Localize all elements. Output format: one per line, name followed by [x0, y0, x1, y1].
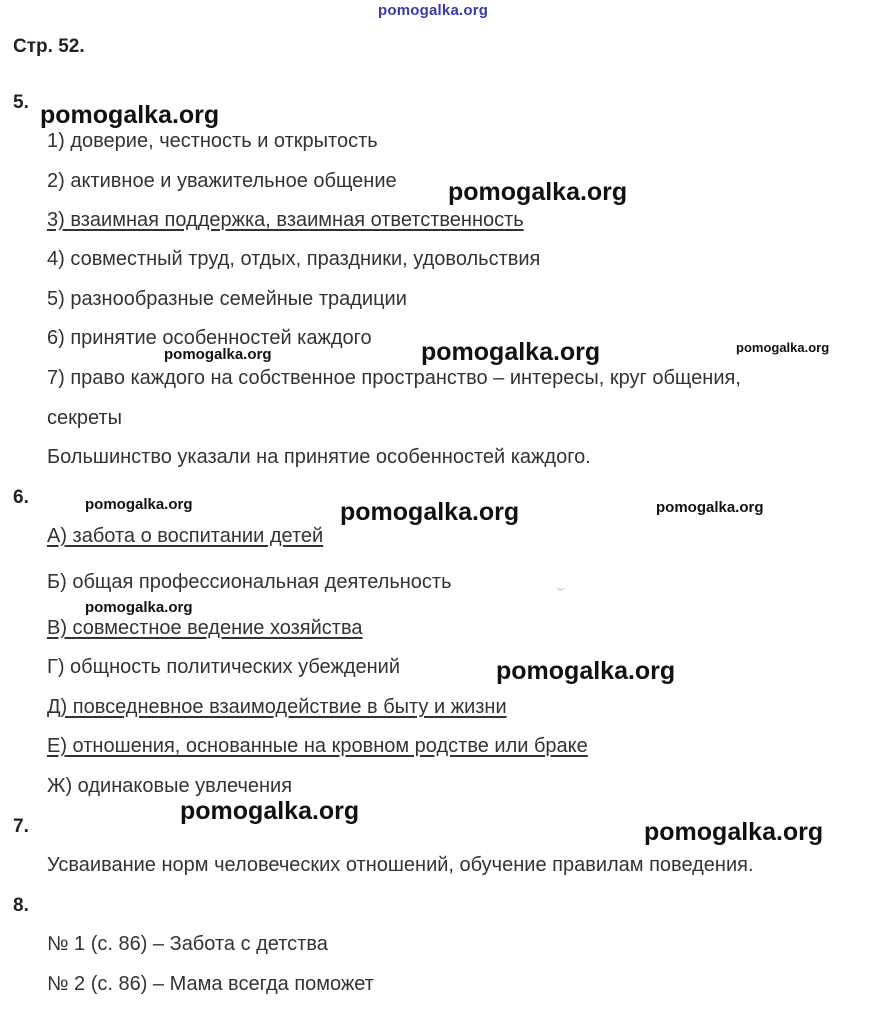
task-8-item-2: № 2 (с. 86) – Мама всегда поможет: [47, 973, 374, 995]
watermark: pomogalka.org: [164, 346, 272, 363]
task-6-item-a: А) забота о воспитании детей: [47, 525, 324, 547]
watermark: pomogalka.org: [448, 178, 628, 206]
watermark: pomogalka.org: [180, 797, 360, 825]
watermark: pomogalka.org: [85, 496, 193, 513]
watermark: pomogalka.org: [40, 101, 220, 129]
task-6-item-e: Е) отношения, основанные на кровном родстве или браке: [47, 735, 588, 757]
speck-mark: [556, 586, 565, 590]
task-6-item-b: Б) общая профессиональная деятельность: [47, 571, 452, 593]
task-5-conclusion: Большинство указали на принятие особенностей каждого.: [47, 446, 591, 468]
watermark: pomogalka.org: [644, 818, 824, 846]
task-6-item-d: Д) повседневное взаимодействие в быту и жизни: [47, 696, 507, 718]
task-5-item-5: 5) разнообразные семейные традиции: [47, 288, 407, 310]
watermark: pomogalka.org: [340, 498, 520, 526]
task-6-item-g: Г) общность политических убеждений: [47, 656, 401, 678]
watermark: pomogalka.org: [85, 599, 193, 616]
watermark: pomogalka.org: [656, 499, 764, 516]
task-5-item-4: 4) совместный труд, отдых, праздники, удовольствия: [47, 248, 541, 270]
task-5-number: 5.: [13, 92, 29, 113]
task-6-number: 6.: [13, 487, 29, 508]
task-5-item-6: 6) принятие особенностей каждого: [47, 327, 372, 349]
task-8-number: 8.: [13, 895, 29, 916]
task-6-item-v: В) совместное ведение хозяйства: [47, 617, 363, 639]
task-7-answer: Усваивание норм человеческих отношений, обучение правилам поведения.: [47, 854, 754, 876]
task-5-item-3: 3) взаимная поддержка, взаимная ответственность: [47, 209, 524, 231]
task-5-item-7: 7) право каждого на собственное пространство – интересы, круг общения,: [47, 367, 741, 389]
watermark: pomogalka.org: [421, 338, 601, 366]
task-8-item-1: № 1 (с. 86) – Забота с детства: [47, 933, 328, 955]
top-watermark: pomogalka.org: [378, 2, 489, 19]
task-6-item-zh: Ж) одинаковые увлечения: [47, 775, 293, 797]
task-5-item-2: 2) активное и уважительное общение: [47, 170, 397, 192]
watermark: pomogalka.org: [496, 657, 676, 685]
watermark: pomogalka.org: [736, 340, 830, 355]
page-reference: Стр. 52.: [13, 36, 85, 57]
task-5-item-7-continued: секреты: [47, 407, 122, 429]
task-5-item-1: 1) доверие, честность и открытость: [47, 130, 378, 152]
task-7-number: 7.: [13, 816, 29, 837]
